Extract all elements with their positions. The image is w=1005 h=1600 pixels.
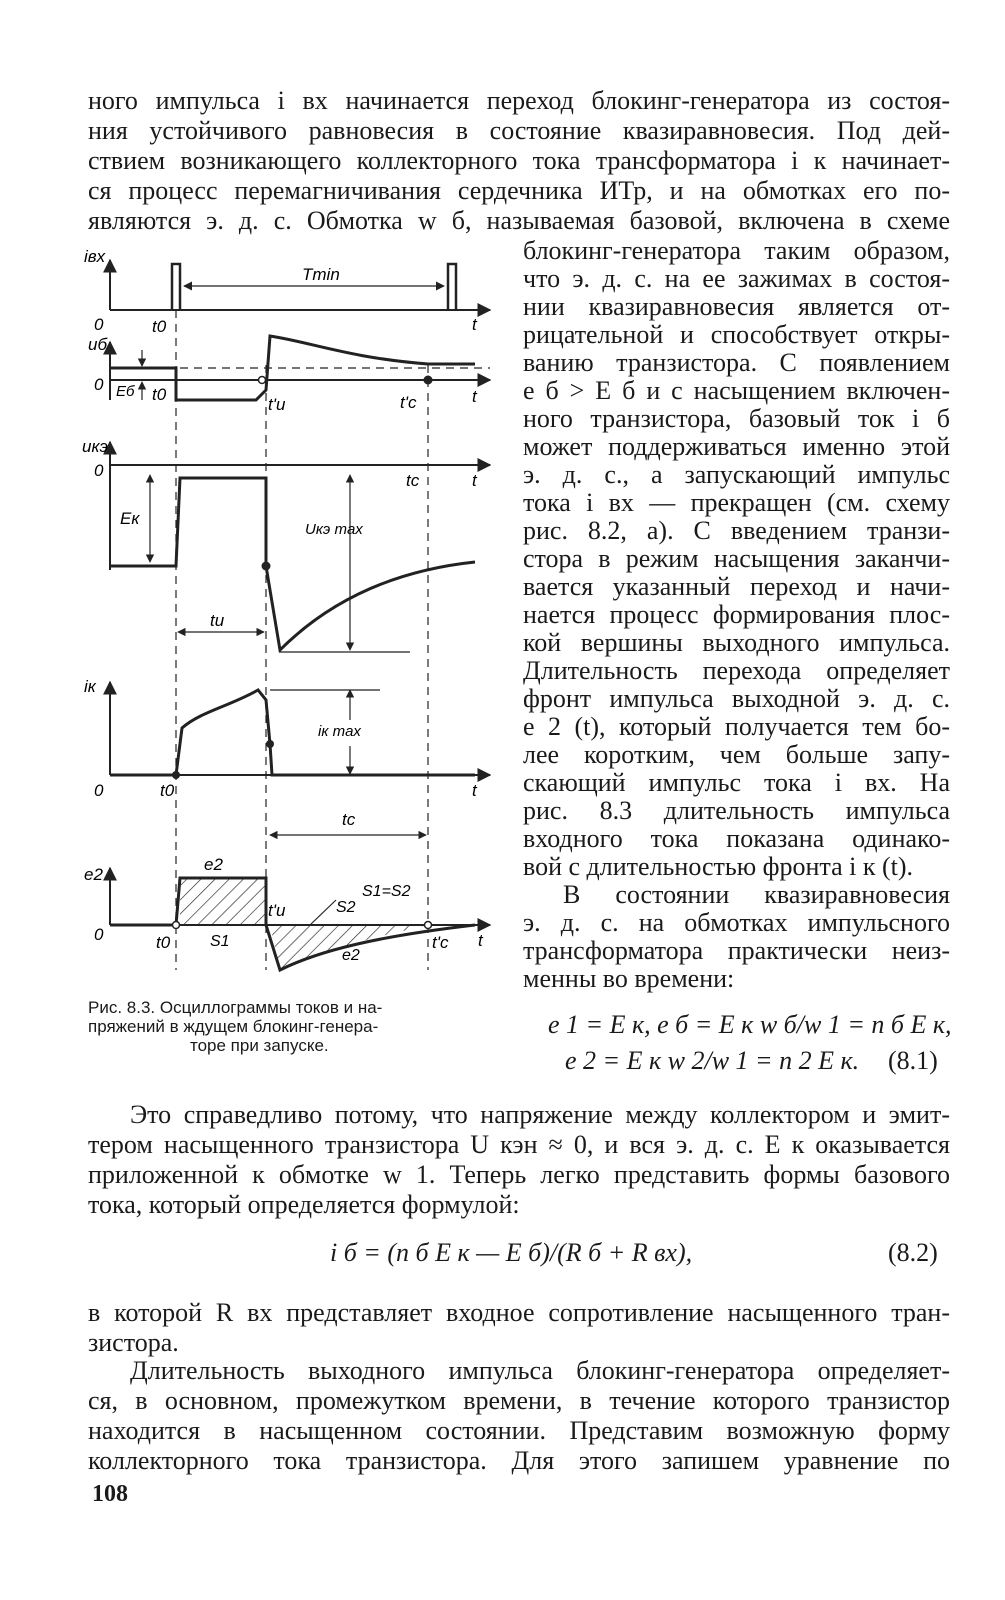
equation-8-1-line1: e 1 = E к, e б = E к w б/w 1 = n б E к, [548,1010,952,1039]
text-line: ся процесс перемагничивания сердечника ИТр, и на обмотках его по- [88,176,950,205]
text-line: являются э. д. с. Обмотка w б, называемая базовой, включена в схеме [88,206,950,235]
label-t: t [472,315,477,334]
text-line: менны во времени: [523,964,735,993]
label-zero: 0 [94,461,104,480]
label-t: t [472,387,477,406]
text-line: ся, в основном, промежутком времени, в течение которого транзистор [88,1386,950,1415]
text-line: фронт импульса выходной э. д. с. [523,684,950,713]
text-line: тером насыщенного транзистора U кэн ≈ 0, и вся э. д. с. E к оказывается [88,1130,950,1159]
label-zero: 0 [94,781,104,800]
label-i-k-max: iк max [318,723,361,740]
right-column [523,236,950,996]
label-t-c: tс [342,810,356,829]
label-t0: t0 [160,781,175,800]
text-line: э. д. с. на обмотках импульсного [523,908,950,937]
page-number: 108 [92,1481,128,1507]
equation-8-2-number: (8.2) [888,1238,938,1267]
text-line: лее коротким, чем больше запу- [523,740,950,769]
text-line: зистора. [88,1328,179,1357]
panel-collector-voltage [82,437,490,652]
text-line: вой с длительностью фронта i к (t). [523,852,914,881]
label-s2: S2 [336,899,356,916]
label-u-b: uб [88,335,108,354]
text-line: ствием возникающего коллекторного тока трансформатора i к начинает- [88,146,950,175]
label-t0: t0 [152,317,167,336]
label-e2: e2 [84,865,103,884]
text-line: что э. д. с. на ее зажимах в состоя- [523,264,950,293]
text-line: тока i вх — прекращен (см. схему [523,488,950,517]
label-t0: t0 [152,385,167,404]
label-e2-bottom: e2 [342,947,360,964]
panel-input-current [84,250,490,336]
text-line: кой вершины выходного импульса. [523,628,950,657]
label-s-eq: S1=S2 [362,883,411,900]
label-i-in: iвх [84,250,106,266]
text-line: нии квазиравновесия является от- [523,292,950,321]
text-line: Длительность перехода определяет [523,656,950,685]
text-line: скающий импульс тока i вх. На [523,768,950,797]
equation-8-2: i б = (n б E к — E б)/(R б + R вх), [330,1238,693,1267]
text-line: ного импульса i вх начинается переход блокинг-генератора из состоя- [88,86,950,115]
equation-8-1-number: (8.1) [888,1046,938,1075]
figure-caption-line: Рис. 8.3. Осциллограммы токов и на- [88,998,383,1017]
label-u-ke-max: Uкэ max [305,521,363,538]
panel-base-voltage [88,335,490,414]
label-zero: 0 [94,315,104,334]
text-line: в которой R вх представляет входное сопротивление насыщенного тран- [88,1298,950,1327]
text-line: e б > E б и с насыщением включен- [523,376,950,405]
text-line: ного транзистора, базовый ток i б [523,404,950,433]
label-t-i: tи [210,611,225,630]
text-line: ванию транзистора. С появлением [523,348,950,377]
panel-output-emf [84,855,490,970]
label-t0: t0 [156,933,171,952]
text-line: трансформатора практически неиз- [523,936,950,965]
text-line: тока, который определяется формулой: [88,1190,520,1219]
label-i-k: iк [84,677,96,696]
text-line: нается процесс формирования плос- [523,600,950,629]
label-t: t [472,471,477,490]
text-line: находится в насыщенном состоянии. Представим возможную форму [88,1416,950,1445]
label-u-ke: uкэ [82,437,108,456]
label-t-i-prime: t'и [268,901,286,920]
label-t-min: Tmin [302,265,340,284]
label-t: t [472,781,477,800]
text-line: e 2 (t), который получается тем бо- [523,712,950,741]
text-line: рис. 8.3 длительность импульса [523,796,950,825]
label-s1: S1 [210,933,230,950]
text-line: Длительность выходного импульса блокинг-генератора определяет- [130,1356,950,1385]
text-line: блокинг-генератора таким образом, [523,236,950,265]
text-line: вается указанный переход и начи- [523,572,950,601]
text-line: приложенной к обмотке w 1. Теперь легко представить формы базового [88,1160,950,1189]
text-line: входного тока показана одинако- [523,824,950,853]
text-line: может поддерживаться именно этой [523,432,950,461]
label-e-k: Eк [120,509,140,528]
text-line: рицательной и способствует откры- [523,320,950,349]
equation-8-1-line2: e 2 = E к w 2/w 1 = n 2 E к. [565,1046,860,1075]
label-t-c-prime: t'с [432,933,449,952]
text-line: стора в режим насыщения заканчи- [523,544,950,573]
text-line: ния устойчивого равновесия в состояние квазиравновесия. Под дей- [88,116,950,145]
panel-collector-current [84,677,490,835]
text-line: Это справедливо потому, что напряжение между коллектором и эмит- [130,1100,950,1129]
label-zero: 0 [94,375,104,394]
label-t-c-prime: t'с [400,393,417,412]
text-line: коллекторного тока транзистора. Для этого запишем уравнение по [88,1446,950,1475]
label-t-i-prime: t'и [268,395,286,414]
figure-caption-line: торе при запуске. [190,1036,329,1055]
text-line: В состоянии квазиравновесия [563,880,950,909]
oscillogram-figure [80,250,500,980]
text-line: рис. 8.2, а). С введением транзи- [523,516,950,545]
label-t-c: tс [406,471,420,490]
label-e2-top: e2 [204,855,223,874]
text-line: э. д. с., а запускающий импульс [523,460,950,489]
label-zero: 0 [94,925,104,944]
figure-caption-line: пряжений в ждущем блокинг-генера- [88,1017,379,1036]
label-e-b: Eб [116,383,135,400]
label-t: t [478,931,483,950]
